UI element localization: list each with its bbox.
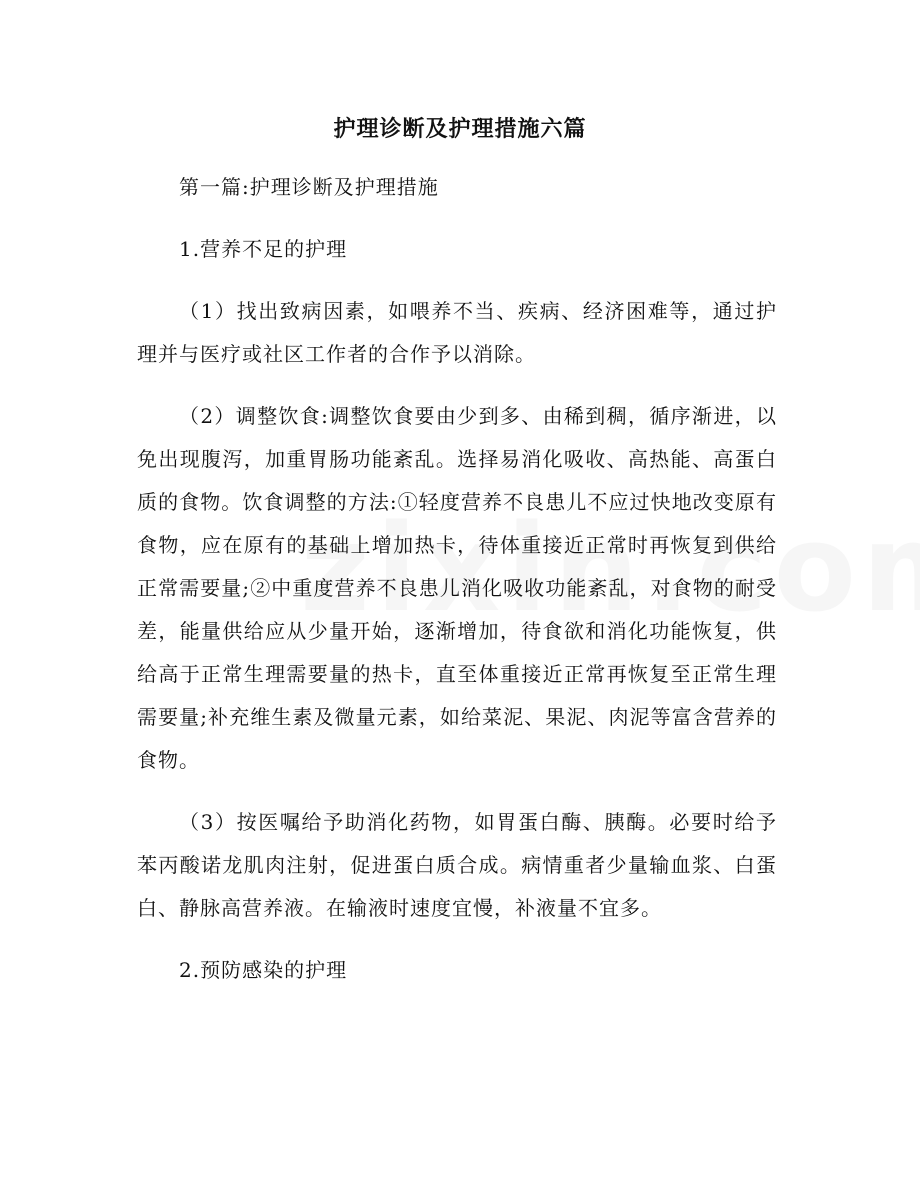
section-title: 第一篇:护理诊断及护理措施 bbox=[179, 175, 439, 199]
subsection-heading: 2.预防感染的护理 bbox=[179, 958, 348, 982]
document-body bbox=[137, 166, 777, 1011]
paragraph: （3）按医嘱给予助消化药物，如胃蛋白酶、胰酶。必要时给予苯丙酸诺龙肌肉注射，促进蛋白质合成。病情重者少量输血浆、白蛋白、静脉高营养液。在输液时速度宜慢，补液量不宜多。 bbox=[137, 810, 777, 920]
paragraph: （1）找出致病因素，如喂养不当、疾病、经济困难等，通过护理并与医疗或社区工作者的合作予以消除。 bbox=[137, 299, 777, 366]
subsection-heading: 1.营养不足的护理 bbox=[179, 237, 348, 261]
document-title: 护理诊断及护理措施六篇 bbox=[333, 116, 587, 142]
paragraph: （2）调整饮食:调整饮食要由少到多、由稀到稠，循序渐进，以免出现腹泻，加重胃肠功能紊乱。选择易消化吸收、高热能、高蛋白质的食物。饮食调整的方法:①轻度营养不良患儿不应过快地改变原有食物，应在原有的基础上增加热卡，待体重接近正常时再恢复到供给正常需要量;②中重度营养不良患儿消化吸收功能紊乱，对食物的耐受差，能量供给应从少量开始，逐渐增加，待食欲和消化功能恢复，供给高于正常生理需要量的热卡，直至体重接近正常再恢复至正常生理需要量;补充维生素及微量元素，如给菜泥、果泥、肉泥等富含营养的食物。 bbox=[137, 404, 777, 772]
